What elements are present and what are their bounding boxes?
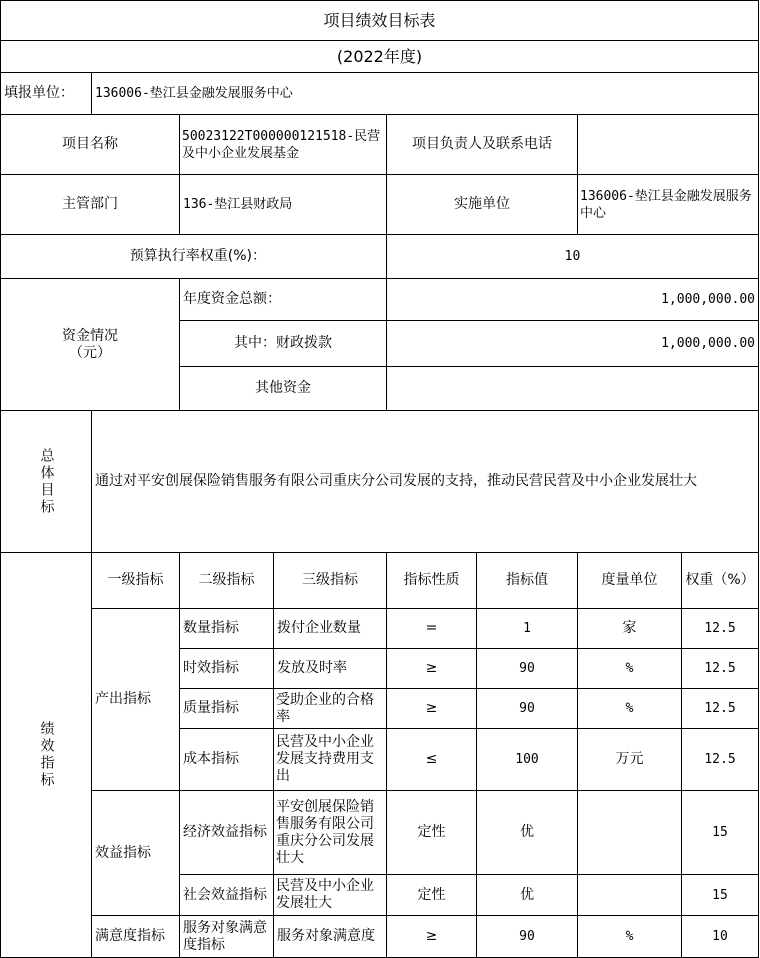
header-weight: 权重（%） [682, 553, 759, 609]
level3-cell: 民营及中小企业发展支持费用支出 [274, 729, 387, 791]
budget-weight-value: 10 [387, 235, 759, 279]
level2-cell: 数量指标 [180, 609, 274, 649]
funds-label-text: 资金情况 （元） [62, 327, 118, 361]
level2-cell: 成本指标 [180, 729, 274, 791]
total-funds-value: 1,000,000.00 [387, 279, 759, 321]
level1-output: 产出指标 [92, 609, 180, 791]
level3-cell: 拨付企业数量 [274, 609, 387, 649]
project-name-label: 项目名称 [1, 115, 180, 175]
funds-label [1, 279, 180, 411]
unit-cell [578, 791, 682, 875]
weight-cell: 12.5 [682, 609, 759, 649]
perf-label-cell [1, 553, 92, 958]
weight-cell: 12.5 [682, 689, 759, 729]
value-cell: 1 [477, 609, 578, 649]
dept-value: 136-垫江县财政局 [180, 175, 387, 235]
fiscal-funds-label: 其中：财政拨款 [180, 321, 387, 367]
weight-cell: 15 [682, 875, 759, 916]
goal-label-cell [1, 411, 92, 553]
level2-cell: 服务对象满意度指标 [180, 916, 274, 958]
nature-cell: ≥ [387, 689, 477, 729]
level3-cell: 平安创展保险销售服务有限公司重庆分公司发展壮大 [274, 791, 387, 875]
weight-cell: 12.5 [682, 649, 759, 689]
unit-cell: 家 [578, 609, 682, 649]
impl-value: 136006-垫江县金融发展服务中心 [578, 175, 759, 235]
level3-cell: 发放及时率 [274, 649, 387, 689]
perf-label: 绩效指标 [38, 721, 55, 789]
header-level3: 三级指标 [274, 553, 387, 609]
level2-cell: 经济效益指标 [180, 791, 274, 875]
nature-cell: = [387, 609, 477, 649]
header-unit: 度量单位 [578, 553, 682, 609]
impl-label: 实施单位 [387, 175, 578, 235]
weight-cell: 10 [682, 916, 759, 958]
table-title: 项目绩效目标表 [1, 1, 759, 41]
unit-cell: % [578, 649, 682, 689]
other-funds-label: 其他资金 [180, 367, 387, 411]
nature-cell: 定性 [387, 791, 477, 875]
level1-satisfaction: 满意度指标 [92, 916, 180, 958]
level3-cell: 受助企业的合格率 [274, 689, 387, 729]
nature-cell: ≤ [387, 729, 477, 791]
nature-cell: ≥ [387, 649, 477, 689]
unit-cell: % [578, 689, 682, 729]
level2-cell: 质量指标 [180, 689, 274, 729]
level1-benefit: 效益指标 [92, 791, 180, 916]
value-cell: 优 [477, 875, 578, 916]
value-cell: 90 [477, 916, 578, 958]
value-cell: 90 [477, 689, 578, 729]
nature-cell: ≥ [387, 916, 477, 958]
value-cell: 优 [477, 791, 578, 875]
project-name-value: 50023122T000000121518-民营及中小企业发展基金 [180, 115, 387, 175]
header-level1: 一级指标 [92, 553, 180, 609]
level2-cell: 社会效益指标 [180, 875, 274, 916]
budget-weight-label: 预算执行率权重(%)： [1, 235, 387, 279]
unit-label: 填报单位： [1, 73, 92, 115]
dept-label: 主管部门 [1, 175, 180, 235]
total-funds-label: 年度资金总额： [180, 279, 387, 321]
table-row [1, 916, 759, 958]
level3-cell: 服务对象满意度 [274, 916, 387, 958]
year-label: (2022年度) [1, 41, 759, 73]
table-row [1, 791, 759, 875]
contact-value [578, 115, 759, 175]
unit-cell: 万元 [578, 729, 682, 791]
header-nature: 指标性质 [387, 553, 477, 609]
weight-cell: 12.5 [682, 729, 759, 791]
header-level2: 二级指标 [180, 553, 274, 609]
nature-cell: 定性 [387, 875, 477, 916]
unit-cell [578, 875, 682, 916]
table-row [1, 609, 759, 649]
weight-cell: 15 [682, 791, 759, 875]
unit-value: 136006-垫江县金融发展服务中心 [92, 73, 759, 115]
value-cell: 90 [477, 649, 578, 689]
level2-cell: 时效指标 [180, 649, 274, 689]
unit-cell: % [578, 916, 682, 958]
other-funds-value [387, 367, 759, 411]
value-cell: 100 [477, 729, 578, 791]
level3-cell: 民营及中小企业发展壮大 [274, 875, 387, 916]
contact-label: 项目负责人及联系电话 [387, 115, 578, 175]
goal-text: 通过对平安创展保险销售服务有限公司重庆分公司发展的支持，推动民营民营及中小企业发展壮大 [92, 411, 759, 553]
header-value: 指标值 [477, 553, 578, 609]
goal-label: 总体目标 [38, 447, 55, 516]
fiscal-funds-value: 1,000,000.00 [387, 321, 759, 367]
